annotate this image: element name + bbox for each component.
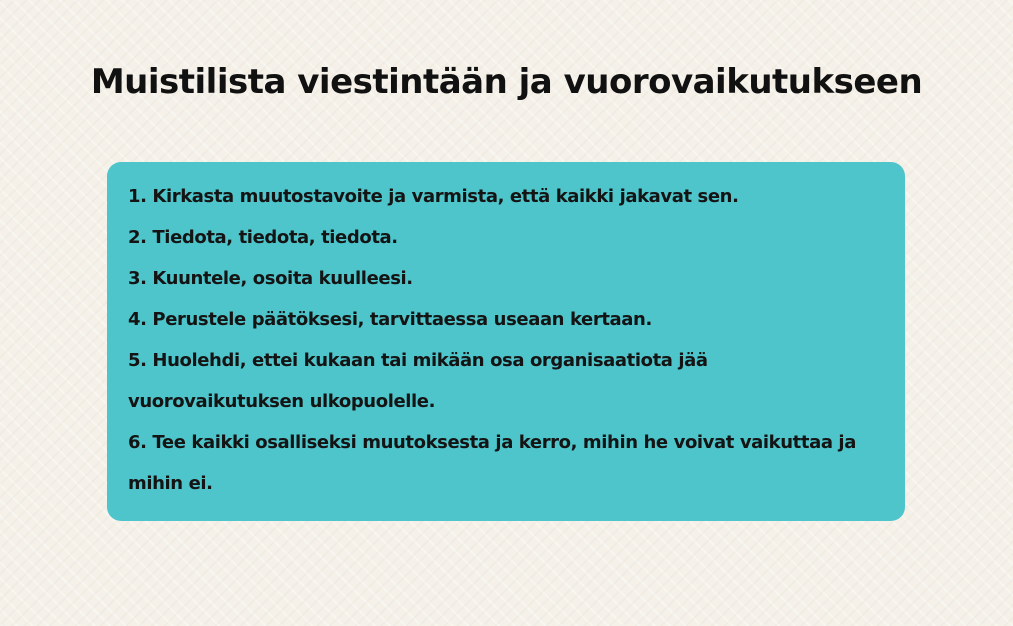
checklist-card	[107, 162, 905, 521]
checklist-item: 2. Tiedota, tiedota, tiedota.	[128, 227, 398, 248]
checklist	[128, 176, 885, 504]
checklist-item: 5. Huolehdi, ettei kukaan tai mikään osa organisaatiota jää vuorovaikutuksen ulkopuolelle.	[128, 350, 708, 412]
checklist-item: 6. Tee kaikki osalliseksi muutoksesta ja kerro, mihin he voivat vaikuttaa ja mihin ei.	[128, 432, 856, 494]
checklist-item: 1. Kirkasta muutostavoite ja varmista, että kaikki jakavat sen.	[128, 186, 739, 207]
checklist-item: 4. Perustele päätöksesi, tarvittaessa useaan kertaan.	[128, 309, 652, 330]
page-title: Muistilista viestintään ja vuorovaikutukseen	[90, 62, 923, 102]
checklist-item: 3. Kuuntele, osoita kuulleesi.	[128, 268, 413, 289]
